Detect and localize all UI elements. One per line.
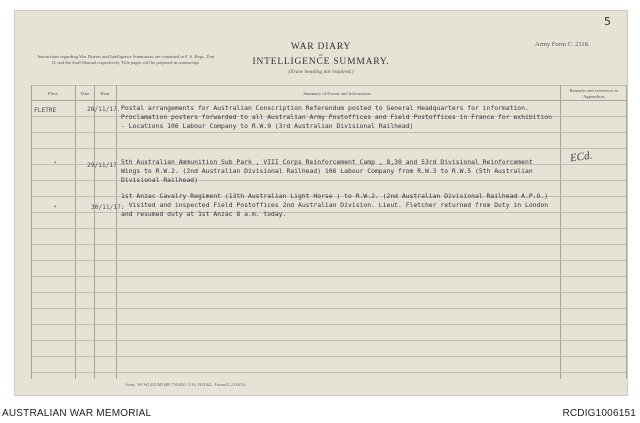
entry-text: 1st Anzac Cavalry Regiment (13th Australian Light Horse ) to R.W.2. (2nd Australian Divisional Railhead A.P.O.) . Visited and inspected Field Postoffices 2nd Australian Division. Lieut. Fletcher returned from Duty in London and resumed duty at 1st Anzac 8 a.m. today. [121, 192, 549, 218]
title-intelligence-summary: INTELLIGENCE SUMMARY. [252, 57, 390, 67]
column-rule [75, 85, 76, 379]
entry-place: " [53, 161, 57, 168]
archive-caption: AUSTRALIAN WAR MEMORIAL [2, 408, 152, 419]
ruled-line [31, 244, 627, 245]
column-rule [560, 85, 561, 379]
table-top-rule [31, 85, 627, 86]
handwritten-initials: ECd. [569, 149, 594, 165]
title-subtitle: (Erase heading not required.) [288, 69, 354, 75]
entry-date: 30/11/17. [91, 204, 125, 211]
ruled-line [31, 340, 627, 341]
ruled-line [31, 324, 627, 325]
ruled-line [31, 276, 627, 277]
column-header-hour: Hour [100, 91, 110, 96]
entry-place: FLETRE [34, 107, 57, 114]
entry-date: 29/11/17 [87, 162, 117, 169]
entry-text: Postal arrangements for Australian Conscription Referendum posted to General Headquarters for information. Proclamation posters forwarded to all Australian Army Postoffices and Field Postoffices in France for exhibition - Locations 106 Labour Company to R.W.9 (3rd Australian Divisional Railhead) [121, 104, 552, 130]
column-header-remarks: Remarks and references to Appendices [569, 88, 619, 99]
entry-place: " [53, 205, 57, 212]
column-rule [116, 85, 117, 379]
diary-sheet [14, 10, 628, 396]
archive-reference: RCDIG1006151 [562, 408, 636, 419]
ruled-line [31, 356, 627, 357]
title-or: or [319, 52, 323, 57]
entry-text: 5th Australian Ammunition Sub Park , VIII Corps Reinforcement Camp , 8,30 and 53rd Divisional Reinforcement Wings to R.W.2. (2nd Australian Divisional Railhead) 106 Labour Company from R.W.3 to R.W.5 (5th Australian Divisional Railhead) [121, 158, 533, 184]
column-header-summary: Summary of Events and Information [303, 91, 371, 96]
printer-imprint: Army. Wt W1452/M1680 750,000. 1/16. H.B.&L. Forms/C.2118/14. [125, 382, 247, 387]
column-rule [94, 85, 95, 379]
column-rule [626, 85, 627, 379]
ruled-line [31, 132, 627, 133]
header-rule [31, 100, 627, 101]
page-number: 5 [604, 15, 611, 28]
ruled-line [31, 372, 627, 373]
ruled-line [31, 148, 627, 149]
column-rule [31, 85, 32, 379]
form-number: Army Form C. 2118. [535, 41, 590, 48]
entry-date: 28/11/17. [87, 106, 121, 113]
title-war-diary: WAR DIARY [290, 42, 352, 52]
ruled-line [31, 228, 627, 229]
ruled-line [31, 260, 627, 261]
ruled-line [31, 308, 627, 309]
column-header-place: Place [48, 91, 58, 96]
instructions-note: Instructions regarding War Diaries and Intelligence Summaries are contained in F. S. Regs., Part II. and the Staff Manual respectively. Title pages will be prepared in manuscript. [37, 54, 215, 65]
column-header-date: Date [80, 91, 90, 96]
ruled-line [31, 292, 627, 293]
